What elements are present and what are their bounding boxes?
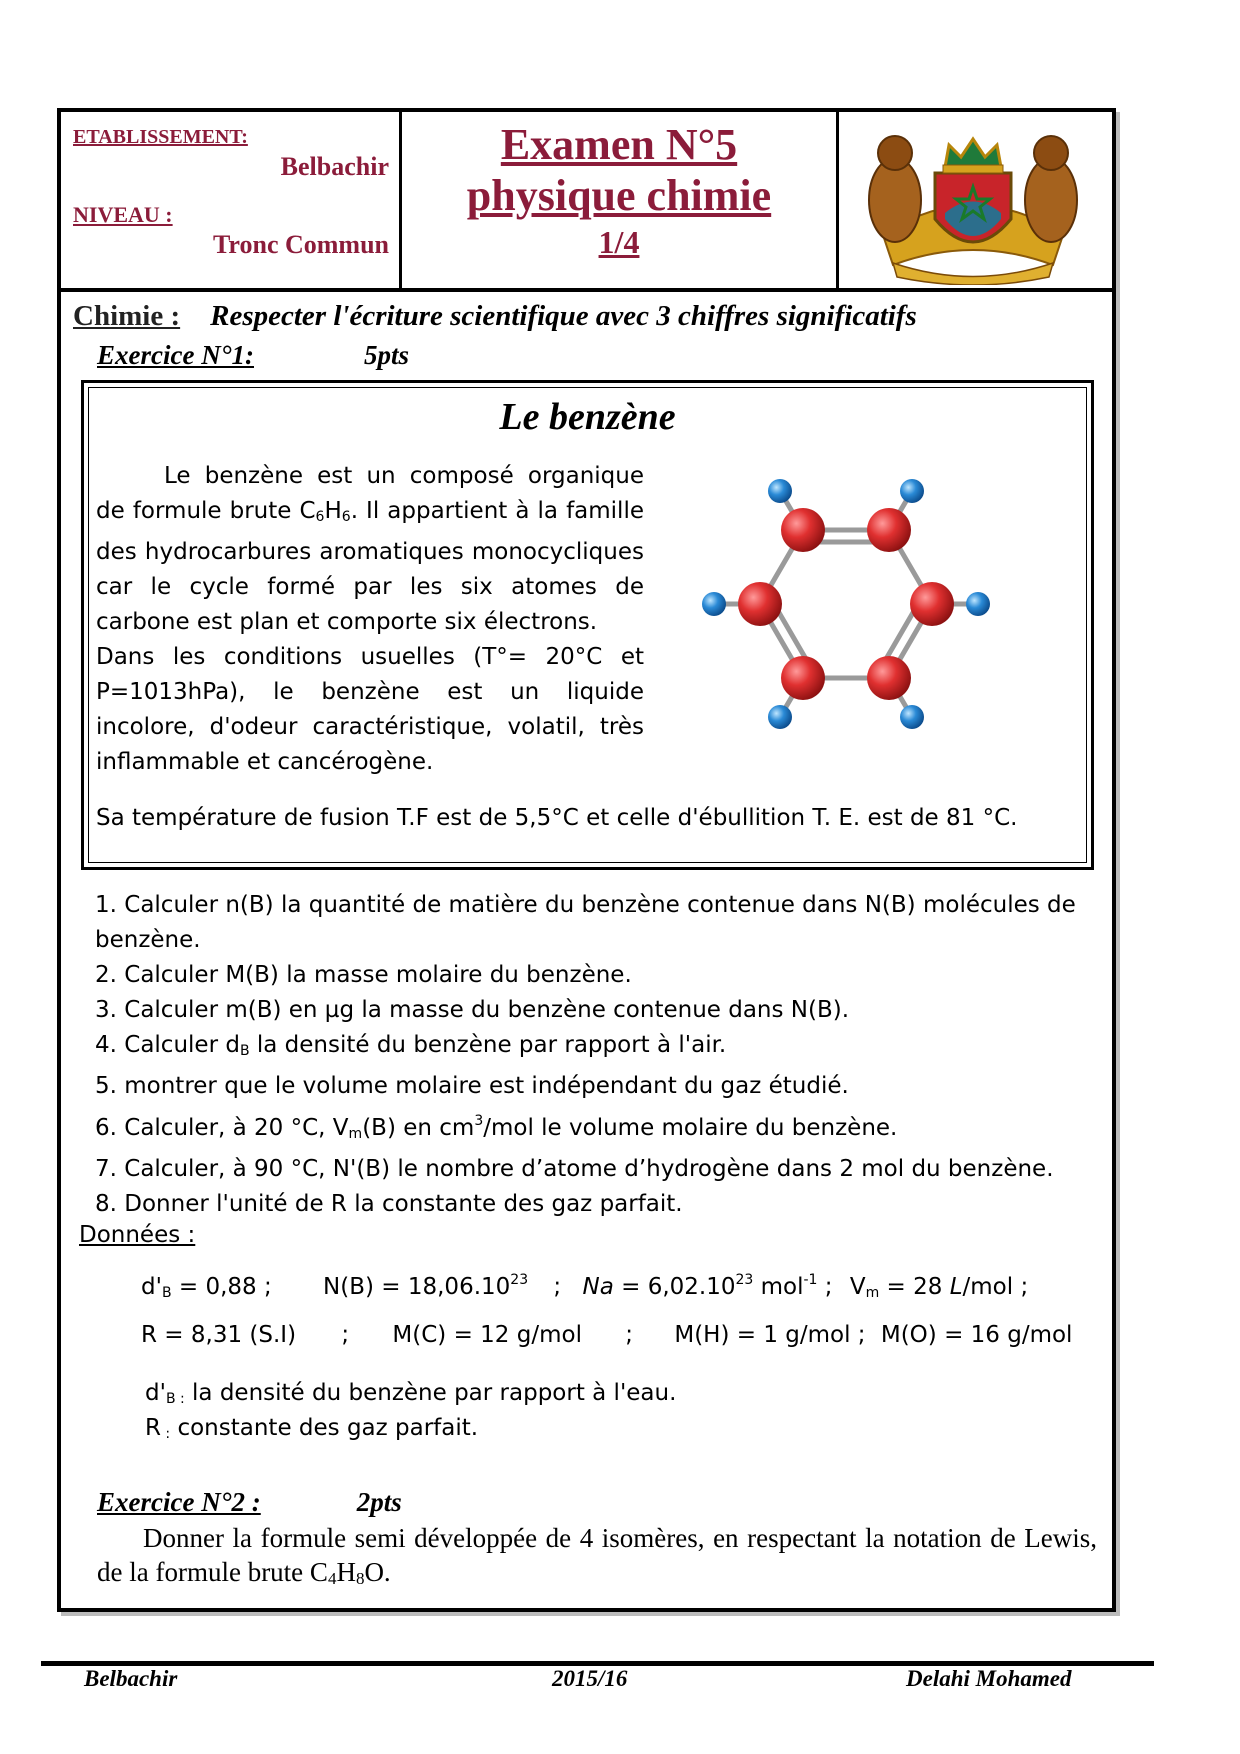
footer-right: Delahi Mohamed — [906, 1666, 1072, 1691]
chimie-instruction — [73, 300, 917, 333]
question-1: 1. Calculer n(B) la quantité de matière du benzène contenue dans N(B) molécules de benzène. — [95, 892, 1076, 953]
header-title-cell — [402, 112, 839, 288]
header-emblem-cell — [839, 112, 1112, 288]
exercise1-points: 5pts — [364, 340, 410, 370]
level-label: NIVEAU : — [73, 202, 173, 227]
question-5: 5. montrer que le volume molaire est indépendant du gaz étudié. — [95, 1073, 849, 1099]
questions-list — [95, 888, 1115, 1222]
exercise2-title: Exercice N°2 : — [97, 1487, 261, 1517]
level-value: Tronc Commun — [213, 230, 389, 259]
chimie-label: Chimie : — [73, 300, 181, 332]
chimie-note: Respecter l'écriture scientifique avec 3 chiffres significatifs — [210, 300, 917, 332]
footer-center: 2015/16 — [552, 1666, 628, 1691]
paragraph-2: Dans les conditions usuelles (T°= 20°C et P=1013hPa), le benzène est un liquide incolore, d'odeur caractéristique, volatil, très inflammable et cancérogène. — [96, 644, 644, 775]
benzene-molecule-icon — [696, 471, 996, 731]
question-2: 2. Calculer M(B) la masse molaire du benzène. — [95, 962, 632, 988]
donnees-label: Données : — [79, 1222, 196, 1248]
exam-title: Examen N°5 — [500, 120, 738, 169]
exam-subject: physique chimie — [466, 171, 772, 220]
paragraph-1: Le benzène est un composé organique de formule brute $C_6H_6$. Il appartient à la famille des hydrocarbures aromatiques monocycliques car le cycle formé par les six atomes de carbone est plan et comporte six électrons. — [96, 463, 644, 635]
coat-of-arms-icon — [853, 115, 1093, 285]
donnees-definition-2: R $_:$ constante des gaz parfait. — [145, 1415, 479, 1442]
exercise1-title: Exercice N°1: — [97, 340, 254, 370]
donnees-definition-1: $d'_{B :}$ la densité du benzène par rapport à l'eau. — [145, 1380, 677, 1407]
exam-page: 1/4 — [598, 224, 640, 260]
question-8: 8. Donner l'unité de R la constante des gaz parfait. — [95, 1191, 683, 1217]
question-6: 6. Calculer, à 20 °C, $V_m(B)$ en $cm^3$/mol le volume molaire du benzène. — [95, 1113, 898, 1142]
footer-left: Belbachir — [84, 1666, 178, 1691]
exercise1-heading — [97, 340, 409, 371]
header — [61, 112, 1112, 292]
benzene-box-title: Le benzène — [499, 396, 676, 438]
donnees-row-2: R = 8,31 (S.I) ; M(C) = 12 g/mol ; M(H) = 1 g/mol ; M(O) = 16 g/mol — [141, 1322, 1073, 1348]
exercise2 — [97, 1485, 1097, 1596]
question-7: 7. Calculer, à 90 °C, N'(B) le nombre d’atome d’hydrogène dans 2 mol du benzène. — [95, 1156, 1054, 1182]
header-info-cell — [61, 112, 402, 288]
exercise2-heading — [97, 1485, 1097, 1519]
donnees-row-1: $d'_B = 0,88$ ; $N(B) = 18,06.10^{23}$ ; $Na = 6,02.10^{23}$ mol$^{-1}$ ; $V_m = 28$ L/mol ; — [141, 1272, 1029, 1301]
exercise2-points: 2pts — [356, 1487, 402, 1517]
establishment-value: Belbachir — [280, 152, 389, 181]
establishment-label: ETABLISSEMENT: — [73, 126, 248, 148]
benzene-box — [81, 380, 1094, 870]
page-frame — [57, 108, 1116, 1612]
paragraph-3: Sa température de fusion T.F est de 5,5°C et celle d'ébullition T. E. est de 81 °C. — [96, 805, 1018, 831]
benzene-description — [96, 459, 644, 780]
exercise2-text: Donner la formule semi développée de 4 isomères, en respectant la notation de Lewis, de la formule brute C4H8O. — [97, 1523, 1097, 1588]
question-3: 3. Calculer m(B) en µg la masse du benzène contenue dans N(B). — [95, 997, 850, 1023]
question-4: 4. Calculer $d_B$ la densité du benzène par rapport à l'air. — [95, 1032, 727, 1059]
